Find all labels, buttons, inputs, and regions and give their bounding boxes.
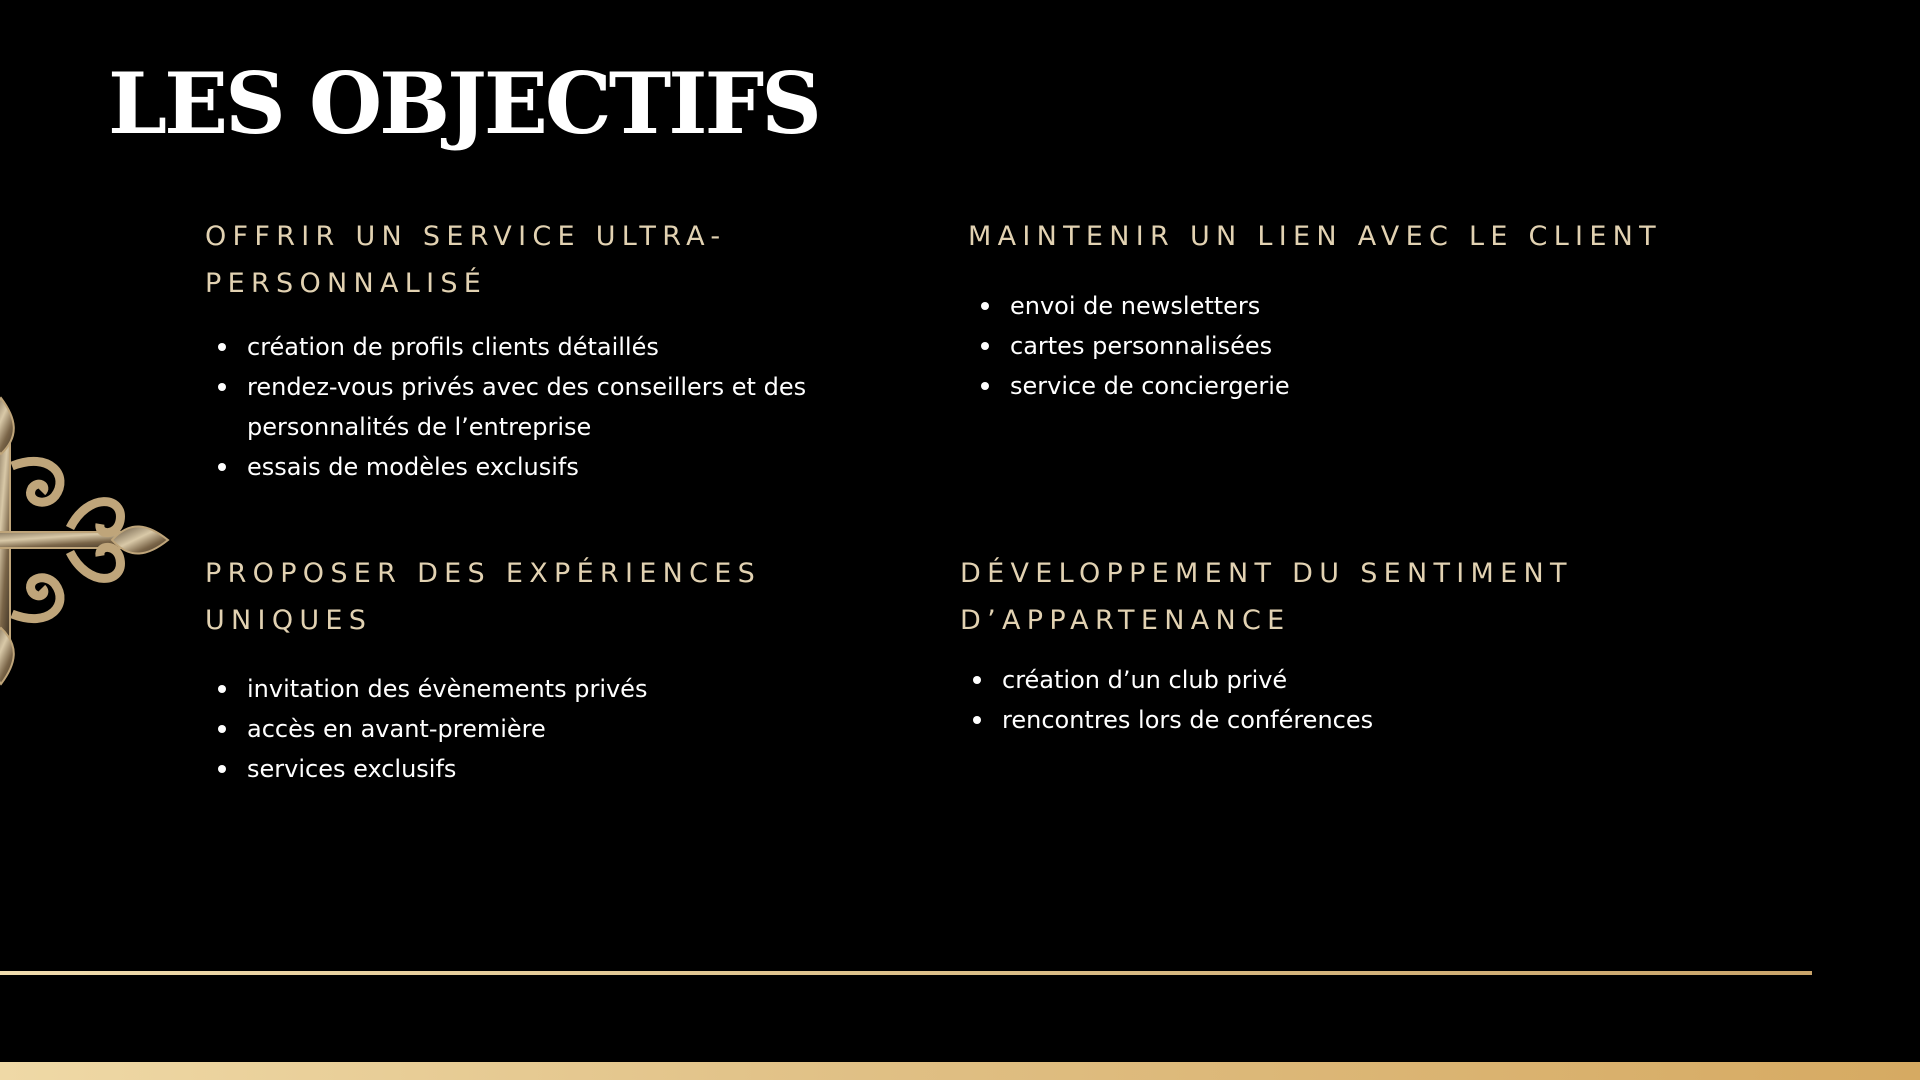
list-item-text: création de profils clients détaillés [247,333,659,361]
section-heading-line: OFFRIR UN SERVICE ULTRA- [205,221,727,252]
list-item-text: service de conciergerie [1010,372,1290,400]
list-item-text: cartes personnalisées [1010,332,1273,360]
bullet-icon [218,765,226,773]
list-item [968,326,1748,366]
bullet-icon [981,302,989,310]
list-item [968,286,1748,326]
section-heading [205,213,905,307]
objective-section-client-link [968,213,1748,406]
objective-section-personalized-service [205,213,905,487]
list-item-text: rencontres lors de conférences [1002,706,1374,734]
list-item-text: services exclusifs [247,755,457,783]
list-item [205,669,905,709]
list-item [205,447,905,487]
list-item-text: rendez-vous privés avec des conseillers et des personnalités de l’entreprise [247,373,807,441]
list-item-text: essais de modèles exclusifs [247,453,579,481]
section-heading [968,213,1748,260]
bullet-list [968,286,1748,406]
list-item-text: envoi de newsletters [1010,292,1261,320]
bullet-icon [218,725,226,733]
list-item [960,700,1660,740]
bullet-list [960,660,1660,740]
list-item [205,749,905,789]
objective-section-belonging [960,550,1660,740]
section-heading [205,550,905,644]
gold-divider-line [0,971,1812,975]
list-item-text: création d’un club privé [1002,666,1288,694]
list-item-text: accès en avant-première [247,715,546,743]
gold-footer-band [0,1062,1920,1080]
section-heading-line: PROPOSER DES EXPÉRIENCES [205,558,762,589]
section-heading-line: UNIQUES [205,605,373,636]
section-heading [960,550,1660,644]
section-heading-line: MAINTENIR UN LIEN AVEC LE CLIENT [968,221,1662,252]
section-heading-line: PERSONNALISÉ [205,268,488,299]
bullet-list [205,327,905,487]
bullet-icon [973,716,981,724]
list-item [205,327,905,367]
cross-ornament-icon [0,396,170,686]
bullet-icon [981,342,989,350]
bullet-icon [218,685,226,693]
bullet-icon [218,463,226,471]
section-heading-line: DÉVELOPPEMENT DU SENTIMENT [960,558,1573,589]
bullet-icon [981,382,989,390]
bullet-list [205,669,905,789]
section-heading-line: D’APPARTENANCE [960,605,1291,636]
bullet-icon [218,343,226,351]
list-item [205,709,905,749]
list-item [205,367,905,447]
bullet-icon [218,383,226,391]
list-item [960,660,1660,700]
bullet-icon [973,676,981,684]
list-item-text: invitation des évènements privés [247,675,648,703]
objective-section-unique-experiences [205,550,905,789]
list-item [968,366,1748,406]
page-title: LES OBJECTIFS [108,54,819,153]
